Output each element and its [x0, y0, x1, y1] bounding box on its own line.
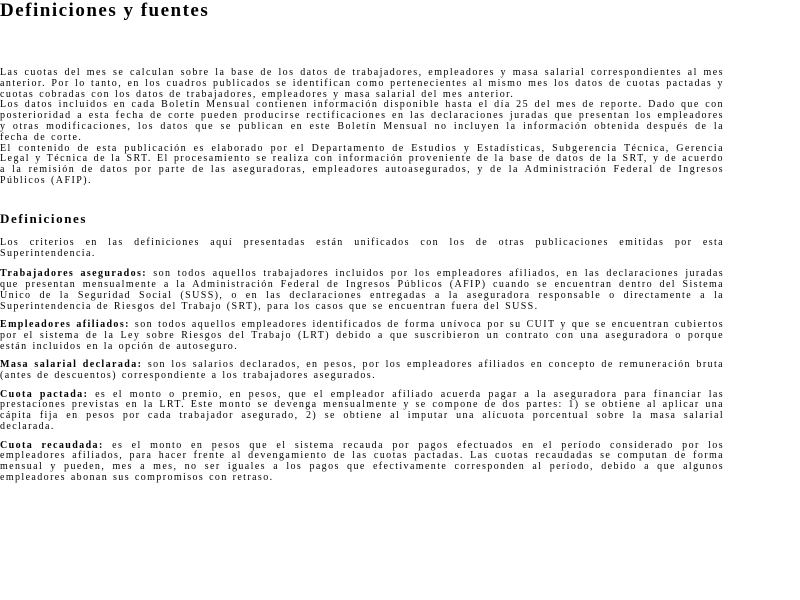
- definition-text: son todos aquellos empleadores identificados de forma unívoca por su CUIT y que se encuentran cubiertos por el sistema de la Ley sobre Riesgos del Trabajo (LRT) debido a que suscribieron un contrato con una aseguradora o porque están incluidos en la opción de autoseguro.: [0, 319, 724, 352]
- definitions-section: [0, 238, 724, 491]
- definitions-lead: Los criterios en las definiciones aquí presentadas están unificados con los de otras publicaciones emitidas por esta Superintendencia.: [0, 237, 724, 259]
- intro-paragraph: Los datos incluidos en cada Boletín Mensual contienen información disponible hasta el día 25 del mes de reporte. Dado que con posterioridad a esta fecha de corte pueden producirse rectificaciones en las declaraciones juradas que presentan los empleadores y otras modificaciones, los datos que se publican en este Boletín Mensual no incluyen la información obtenida después de la fecha de corte.: [0, 99, 724, 143]
- definition-item: [0, 390, 724, 433]
- definition-item: [0, 269, 724, 312]
- definition-item: [0, 441, 724, 484]
- definition-term: Empleadores afiliados:: [0, 319, 130, 331]
- definition-term: Masa salarial declarada:: [0, 359, 143, 371]
- definition-text: son todos aquellos trabajadores incluidos por los empleadores afiliados, en las declaraciones juradas que presentan mensualmente a la Administración Federal de Ingresos Públicos (AFIP) cuando se encuentran dentro del Sistema Único de la Seguridad Social (SUSS), o en las declaraciones entregadas a la aseguradora responsable o directamente a la Superintendencia de Riesgos del Trabajo (SRT), para los casos que se encuentran fuera del SUSS.: [0, 268, 725, 312]
- definition-item: [0, 360, 724, 381]
- definitions-heading: Definiciones: [0, 211, 88, 226]
- definition-text: son los salarios declarados, en pesos, por los empleadores afiliados en concepto de remuneración bruta (antes de descuentos) correspondiente a los trabajadores asegurados.: [0, 359, 724, 382]
- definition-text: es el monto en pesos que el sistema recauda por pagos efectuados en el período considerado por los empleadores afiliados, para hacer frente al devengamiento de las cuotas pactadas. Las cuotas recaudadas se computan de forma mensual y pueden, mes a mes, no ser iguales a los pagos que efectivamente corresponden al período, debido a que algunos empleadores abonan sus compromisos con retraso.: [0, 439, 724, 483]
- definition-text: es el monto o premio, en pesos, que el empleador afiliado acuerda pagar a la aseguradora para financiar las prestaciones previstas en la LRT. Este monto se devenga mensualmente y se compone de dos partes: 1) se obtiene al aplicar una cápita fija en pesos por cada trabajador asegurado, 2) se obtiene al imputar una alícuota porcentual sobre la masa salarial declarada.: [0, 388, 725, 432]
- definition-term: Cuota recaudada:: [0, 439, 104, 451]
- definition-term: Trabajadores asegurados:: [0, 268, 148, 280]
- definition-term: Cuota pactada:: [0, 388, 89, 400]
- definition-item: [0, 320, 724, 352]
- intro-paragraph: El contenido de esta publicación es elaborado por el Departamento de Estudios y Estadísticas, Subgerencia Técnica, Gerencia Legal y Técnica de la SRT. El procesamiento se realiza con información proveniente de la base de datos de la SRT, y de acuerdo a la remisión de datos por parte de las aseguradoras, empleadores autoasegurados, y de la Administración Federal de Ingresos Públicos (AFIP).: [0, 142, 724, 186]
- intro-paragraph: Las cuotas del mes se calculan sobre la base de los datos de trabajadores, empleadores y masa salarial correspondientes al mes anterior. Por lo tanto, en los cuadros publicados se identifican como pertenecientes al mismo mes los datos de cuotas pactadas y cuotas cobradas con los datos de trabajadores, empleadores y masa salarial del mes anterior.: [0, 67, 724, 100]
- intro-section: [0, 68, 724, 187]
- page-title: Definiciones y fuentes: [0, 0, 210, 21]
